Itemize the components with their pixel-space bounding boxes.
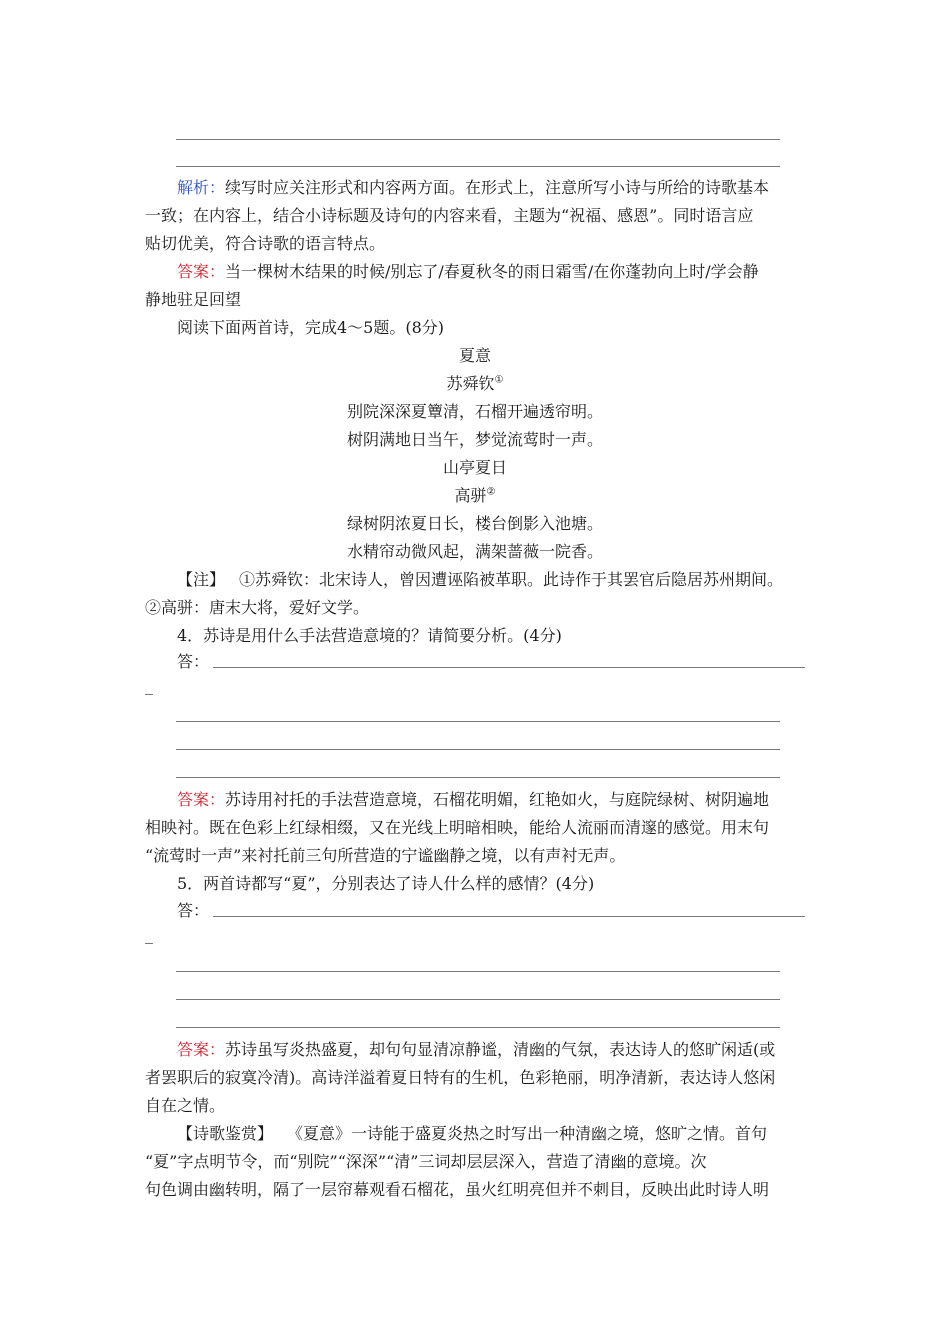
analysis-label: 解析： xyxy=(177,178,226,197)
answer5-line-2: 者罢职后的寂寞冷清)。高诗洋溢着夏日特有的生机，色彩艳丽，明净清新，表达诗人悠闲 xyxy=(145,1068,776,1087)
q5-answer-prompt: 答： xyxy=(177,901,210,920)
question-4: 4．苏诗是用什么手法营造意境的？请简要分析。(4分) xyxy=(177,626,562,645)
answer5-line-1: 答案：苏诗虽写炎热盛夏，却句句显清凉静谧，清幽的气氛，表达诗人的悠旷闲适(或 xyxy=(177,1040,776,1059)
appreciation-line-2: “夏”字点明节令，而“别院”“深深”“清”三词却层层深入，营造了清幽的意境。次 xyxy=(145,1152,707,1171)
q4-answer-line[interactable] xyxy=(176,749,780,750)
answer4-label: 答案： xyxy=(177,790,226,809)
poem2-line-2: 水精帘动微风起，满架蔷薇一院香。 xyxy=(346,542,603,561)
analysis-line-2: 一致；在内容上，结合小诗标题及诗句的内容来看，主题为“祝福、感恩”。同时语言应 xyxy=(145,206,754,225)
q4-answer-line-stub xyxy=(145,694,153,695)
answer4-line-1: 答案：苏诗用衬托的手法营造意境，石榴花明媚，红艳如火，与庭院绿树、树阴遍地 xyxy=(177,790,770,809)
q5-answer-line[interactable] xyxy=(176,1027,780,1028)
q4-answer-line[interactable] xyxy=(176,721,780,722)
analysis-line-3: 贴切优美，符合诗歌的语言特点。 xyxy=(145,234,386,253)
answer3-line-1: 答案：当一棵树木结果的时候/别忘了/春夏秋冬的雨日霜雪/在你蓬勃向上时/学会静 xyxy=(177,262,759,281)
q5-answer-line[interactable] xyxy=(176,971,780,972)
notes-label: 【注】 xyxy=(177,570,226,589)
poem2-title: 山亭夏日 xyxy=(442,458,507,477)
poem2-author: 高骈② xyxy=(454,486,496,505)
poem1-title: 夏意 xyxy=(458,346,491,365)
q5-answer-line-stub xyxy=(145,943,153,944)
q5-answer-line[interactable] xyxy=(213,916,805,917)
q4-answer-line[interactable] xyxy=(176,777,780,778)
footnote-mark: ① xyxy=(494,374,504,386)
q4-answer-prompt: 答： xyxy=(177,652,210,671)
appreciation-line-1: 【诗歌鉴赏】 《夏意》一诗能于盛夏炎热之时写出一种清幽之境，悠旷之情。首句 xyxy=(177,1124,768,1143)
notes-line-1: 【注】 ①苏舜钦：北宋诗人，曾因遭诬陷被革职。此诗作于其罢官后隐居苏州期间。 xyxy=(177,570,784,589)
q4-answer-line[interactable] xyxy=(213,667,805,668)
answer-line[interactable] xyxy=(176,139,780,140)
poem1-author: 苏舜钦① xyxy=(446,374,504,393)
answer4-line-3: “流莺时一声”来衬托前三句所营造的宁谧幽静之境，以有声衬无声。 xyxy=(145,846,626,865)
footnote-mark: ② xyxy=(486,486,496,498)
answer-line[interactable] xyxy=(176,166,780,167)
answer4-line-2: 相映衬。既在色彩上红绿相缀，又在光线上明暗相映，能给人流丽而清邃的感觉。用末句 xyxy=(145,818,770,837)
reading-instruction: 阅读下面两首诗，完成4～5题。(8分) xyxy=(177,318,445,337)
poem2-line-1: 绿树阴浓夏日长，楼台倒影入池塘。 xyxy=(346,514,603,533)
appreciation-label: 【诗歌鉴赏】 xyxy=(177,1124,274,1143)
q5-answer-line[interactable] xyxy=(176,999,780,1000)
question-5: 5．两首诗都写“夏”，分别表达了诗人什么样的感情？(4分) xyxy=(177,874,595,893)
poem1-line-2: 树阴满地日当午，梦觉流莺时一声。 xyxy=(346,430,603,449)
answer5-line-3: 自在之情。 xyxy=(145,1096,226,1115)
notes-line-2: ②高骈：唐末大将，爱好文学。 xyxy=(145,598,370,617)
answer3-label: 答案： xyxy=(177,262,226,281)
answer5-label: 答案： xyxy=(177,1040,226,1059)
poem1-line-1: 别院深深夏簟清，石榴开遍透帘明。 xyxy=(346,402,603,421)
answer3-line-2: 静地驻足回望 xyxy=(145,290,242,309)
appreciation-line-3: 句色调由幽转明，隔了一层帘幕观看石榴花，虽火红明亮但并不刺目，反映出此时诗人明 xyxy=(145,1180,770,1199)
analysis-line-1: 解析：续写时应关注形式和内容两方面。在形式上，注意所写小诗与所给的诗歌基本 xyxy=(177,178,770,197)
